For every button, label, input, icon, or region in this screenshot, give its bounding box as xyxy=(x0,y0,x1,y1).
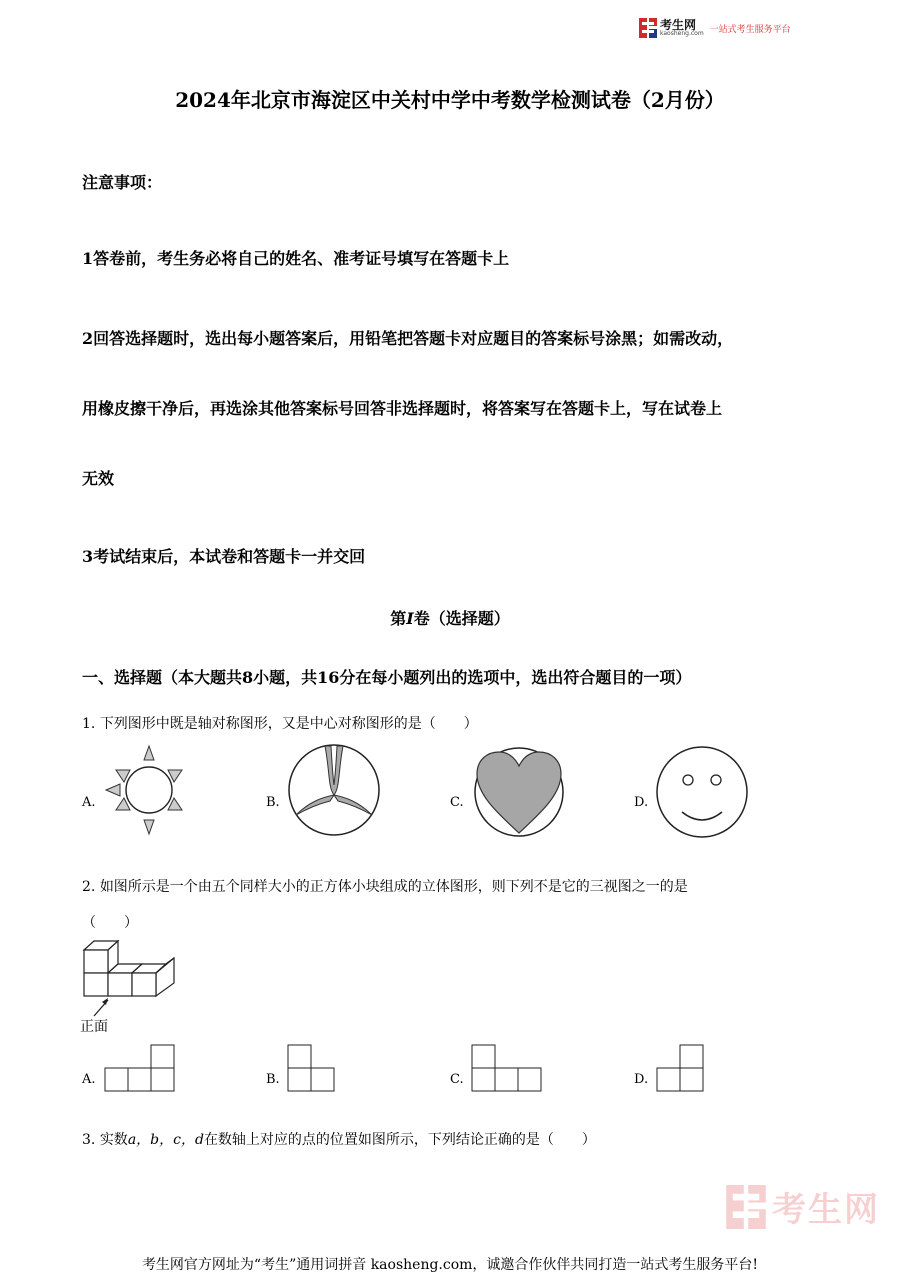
question-3 xyxy=(82,1129,596,1149)
q2-option-b-label[interactable]: B. xyxy=(266,1072,280,1087)
q1-option-d-label[interactable]: D. xyxy=(634,795,649,810)
brand-name: 考生网 xyxy=(660,18,697,32)
front-view-label: 正面 xyxy=(80,1019,108,1035)
heart-in-circle-icon xyxy=(471,746,567,838)
q1-option-c-label[interactable]: C. xyxy=(450,795,464,810)
question-number: 2. xyxy=(82,879,96,895)
question-2-paren: （ ） xyxy=(82,915,138,931)
part-heading-prefix: 第 xyxy=(390,609,407,628)
part-heading-roman: I xyxy=(406,609,414,628)
notice-heading: 注意事项： xyxy=(82,173,163,192)
question-text-pre: 实数 xyxy=(99,1132,128,1148)
section-heading: 一、选择题（本大题共8小题，共16分在每小题列出的选项中，选出符合题目的一项） xyxy=(82,668,692,687)
notice-item-3: 3考试结束后，本试卷和答题卡一并交回 xyxy=(82,547,366,566)
view-a-figure-icon xyxy=(104,1044,176,1092)
notice-item-1: 1答卷前，考生务必将自己的姓名、准考证号填写在答题卡上 xyxy=(82,249,510,268)
q2-option-a-label[interactable]: A. xyxy=(82,1072,96,1087)
question-number: 3. xyxy=(82,1132,96,1148)
notice-item-2-line-3: 无效 xyxy=(82,469,115,488)
cube-solid-figure-icon xyxy=(80,938,180,1022)
question-number: 1. xyxy=(82,716,96,732)
exam-title: 2024年北京市海淀区中关村中学中考数学检测试卷（2月份） xyxy=(175,88,725,112)
question-text: 如图所示是一个由五个同样大小的正方体小块组成的立体图形，则下列不是它的三视图之一的是 xyxy=(99,879,688,895)
header-brand xyxy=(639,18,791,38)
notice-item-2-line-2: 用橡皮擦干净后，再选涂其他答案标号回答非选择题时，将答案写在答题卡上，写在试卷上 xyxy=(82,399,723,418)
watermark-logo-icon xyxy=(726,1185,766,1229)
part-heading-suffix: 卷（选择题） xyxy=(413,609,510,628)
q2-option-d-label[interactable]: D. xyxy=(634,1072,649,1087)
watermark-text: 考生网 xyxy=(772,1190,880,1230)
question-2 xyxy=(82,876,688,896)
watermark xyxy=(726,1182,880,1231)
smiley-face-icon xyxy=(655,746,749,838)
view-d-figure-icon xyxy=(656,1044,708,1092)
brand-logo-icon xyxy=(639,18,657,38)
q1-option-a-label[interactable]: A. xyxy=(82,795,96,810)
notice-item-2-line-1: 2回答选择题时，选出每小题答案后，用铅笔把答题卡对应题目的答案标号涂黑；如需改动， xyxy=(82,329,734,348)
question-text-post: 在数轴上对应的点的位置如图所示，下列结论正确的是（ ） xyxy=(203,1132,596,1148)
question-1 xyxy=(82,713,478,733)
view-b-figure-icon xyxy=(287,1044,337,1092)
brand-url[interactable]: kaosheng.com xyxy=(660,30,704,37)
question-variables: a，b，c，d xyxy=(127,1132,204,1148)
question-text: 下列图形中既是轴对称图形，又是中心对称图形的是（ ） xyxy=(99,716,478,732)
part-heading xyxy=(0,606,900,629)
brand-slogan: 一站式考生服务平台 xyxy=(709,24,791,35)
tri-blade-circle-icon xyxy=(284,743,384,837)
sun-figure-icon xyxy=(104,742,186,838)
q1-option-b-label[interactable]: B. xyxy=(266,795,280,810)
view-c-figure-icon xyxy=(471,1044,545,1092)
page-footer: 考生网官方网址为“考生”通用词拼音 kaosheng.com，诚邀合作伙伴共同打造一站式考生服务平台! xyxy=(141,1257,759,1273)
q2-option-c-label[interactable]: C. xyxy=(450,1072,464,1087)
